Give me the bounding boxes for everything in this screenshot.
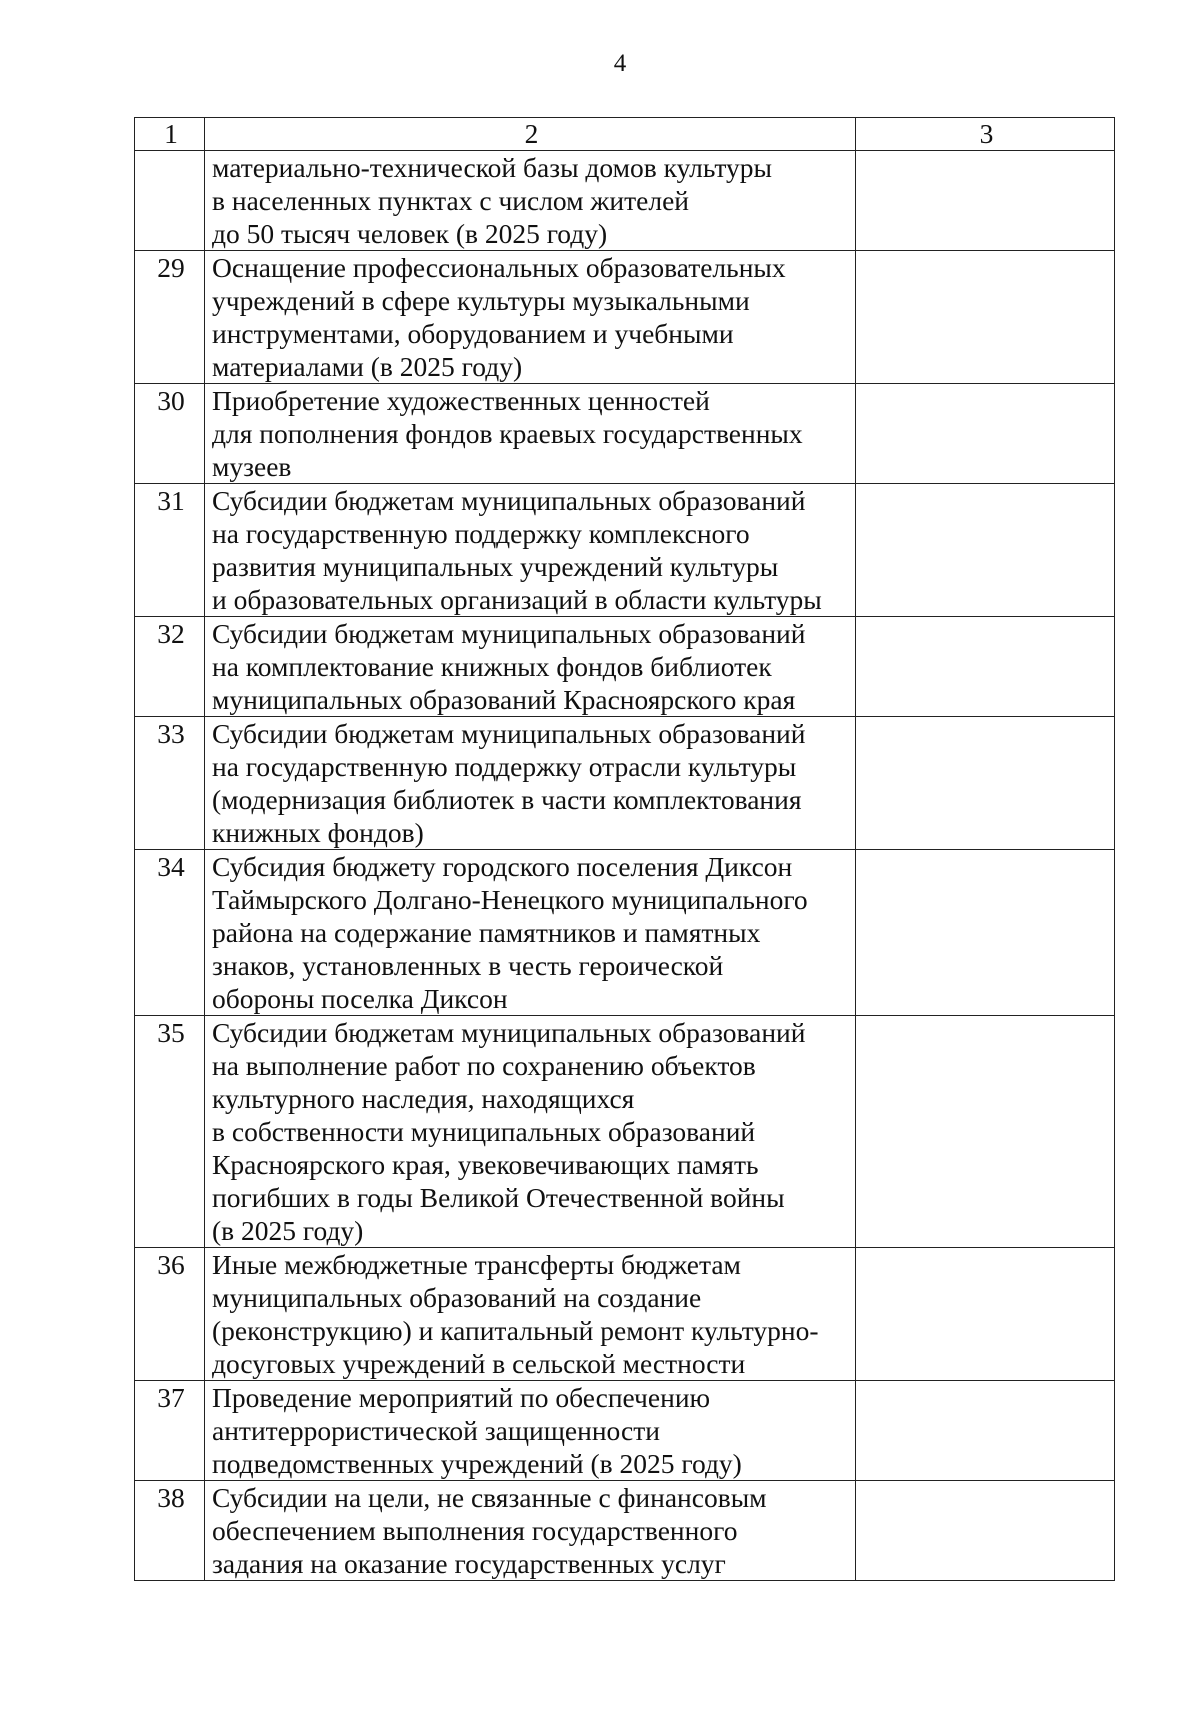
description-line: музеев bbox=[212, 451, 292, 482]
row-number-cell: 33 bbox=[135, 717, 205, 850]
row-description-cell bbox=[205, 1481, 856, 1581]
description-line: и образовательных организаций в области культуры bbox=[212, 584, 822, 615]
description-line: на государственную поддержку отрасли культуры bbox=[212, 751, 797, 782]
description-line: Субсидия бюджету городского поселения Диксон bbox=[212, 851, 793, 882]
description-line: Субсидии на цели, не связанные с финансовым bbox=[212, 1482, 767, 1513]
table-row bbox=[135, 151, 1115, 251]
row-description-cell bbox=[205, 151, 856, 251]
table-row bbox=[135, 717, 1115, 850]
description-line: в населенных пунктах с числом жителей bbox=[212, 185, 690, 216]
description-line: (в 2025 году) bbox=[212, 1215, 364, 1246]
description-line: знаков, установленных в честь героической bbox=[212, 950, 724, 981]
description-line: инструментами, оборудованием и учебными bbox=[212, 318, 734, 349]
description-line: Оснащение профессиональных образовательных bbox=[212, 252, 786, 283]
row-number-cell: 36 bbox=[135, 1248, 205, 1381]
description-line: Таймырского Долгано-Ненецкого муниципального bbox=[212, 884, 808, 915]
row-description-cell bbox=[205, 1016, 856, 1248]
table-row bbox=[135, 1381, 1115, 1481]
description-line: материально-технической базы домов культуры bbox=[212, 152, 773, 183]
description-line: культурного наследия, находящихся bbox=[212, 1083, 635, 1114]
row-description-cell bbox=[205, 484, 856, 617]
column-3-cell bbox=[856, 1481, 1115, 1581]
row-description-cell bbox=[205, 1248, 856, 1381]
row-number-cell: 30 bbox=[135, 384, 205, 484]
description-line: погибших в годы Великой Отечественной войны bbox=[212, 1182, 785, 1213]
column-3-cell bbox=[856, 1016, 1115, 1248]
description-line: учреждений в сфере культуры музыкальными bbox=[212, 285, 750, 316]
row-number-cell: 37 bbox=[135, 1381, 205, 1481]
description-line: до 50 тысяч человек (в 2025 году) bbox=[212, 218, 608, 249]
description-line: (модернизация библиотек в части комплектования bbox=[212, 784, 802, 815]
description-line: для пополнения фондов краевых государственных bbox=[212, 418, 803, 449]
description-line: досуговых учреждений в сельской местности bbox=[212, 1348, 746, 1379]
row-description-cell bbox=[205, 1381, 856, 1481]
header-cell-3: 3 bbox=[856, 118, 1115, 151]
description-line: (реконструкцию) и капитальный ремонт культурно- bbox=[212, 1315, 819, 1346]
column-3-cell bbox=[856, 717, 1115, 850]
description-line: книжных фондов) bbox=[212, 817, 424, 848]
column-3-cell bbox=[856, 850, 1115, 1016]
description-line: муниципальных образований Красноярского края bbox=[212, 684, 796, 715]
row-description-cell bbox=[205, 384, 856, 484]
description-line: материалами (в 2025 году) bbox=[212, 351, 523, 382]
description-line: Проведение мероприятий по обеспечению bbox=[212, 1382, 711, 1413]
column-3-cell bbox=[856, 151, 1115, 251]
row-description-cell bbox=[205, 850, 856, 1016]
description-line: антитеррористической защищенности bbox=[212, 1415, 660, 1446]
row-number-cell bbox=[135, 151, 205, 251]
table-row bbox=[135, 1016, 1115, 1248]
description-line: на государственную поддержку комплексного bbox=[212, 518, 750, 549]
row-description-cell bbox=[205, 251, 856, 384]
description-line: в собственности муниципальных образований bbox=[212, 1116, 756, 1147]
table-row bbox=[135, 1248, 1115, 1381]
description-line: развития муниципальных учреждений культуры bbox=[212, 551, 779, 582]
row-number-cell: 35 bbox=[135, 1016, 205, 1248]
document-table bbox=[134, 117, 1115, 1581]
description-line: Приобретение художественных ценностей bbox=[212, 385, 710, 416]
column-3-cell bbox=[856, 1381, 1115, 1481]
description-line: Субсидии бюджетам муниципальных образований bbox=[212, 485, 806, 516]
column-3-cell bbox=[856, 484, 1115, 617]
table-row bbox=[135, 484, 1115, 617]
table-row bbox=[135, 617, 1115, 717]
row-description-cell bbox=[205, 717, 856, 850]
row-number-cell: 31 bbox=[135, 484, 205, 617]
page-number: 4 bbox=[613, 50, 627, 77]
column-3-cell bbox=[856, 617, 1115, 717]
row-number-cell: 38 bbox=[135, 1481, 205, 1581]
table-row bbox=[135, 384, 1115, 484]
table-header-row bbox=[135, 118, 1115, 151]
table-row bbox=[135, 1481, 1115, 1581]
row-number-cell: 29 bbox=[135, 251, 205, 384]
description-line: обеспечением выполнения государственного bbox=[212, 1515, 738, 1546]
description-line: Субсидии бюджетам муниципальных образований bbox=[212, 618, 806, 649]
row-description-cell bbox=[205, 617, 856, 717]
description-line: обороны поселка Диксон bbox=[212, 983, 508, 1014]
description-line: задания на оказание государственных услуг bbox=[212, 1548, 726, 1579]
description-line: Красноярского края, увековечивающих память bbox=[212, 1149, 759, 1180]
header-cell-2: 2 bbox=[205, 118, 856, 151]
description-line: Иные межбюджетные трансферты бюджетам bbox=[212, 1249, 741, 1280]
column-3-cell bbox=[856, 251, 1115, 384]
description-line: муниципальных образований на создание bbox=[212, 1282, 702, 1313]
description-line: на комплектование книжных фондов библиотек bbox=[212, 651, 772, 682]
row-number-cell: 34 bbox=[135, 850, 205, 1016]
description-line: района на содержание памятников и памятных bbox=[212, 917, 761, 948]
description-line: на выполнение работ по сохранению объектов bbox=[212, 1050, 756, 1081]
table-row bbox=[135, 251, 1115, 384]
description-line: подведомственных учреждений (в 2025 году) bbox=[212, 1448, 742, 1479]
table-row bbox=[135, 850, 1115, 1016]
description-line: Субсидии бюджетам муниципальных образований bbox=[212, 1017, 806, 1048]
row-number-cell: 32 bbox=[135, 617, 205, 717]
column-3-cell bbox=[856, 1248, 1115, 1381]
header-cell-1: 1 bbox=[135, 118, 205, 151]
description-line: Субсидии бюджетам муниципальных образований bbox=[212, 718, 806, 749]
column-3-cell bbox=[856, 384, 1115, 484]
